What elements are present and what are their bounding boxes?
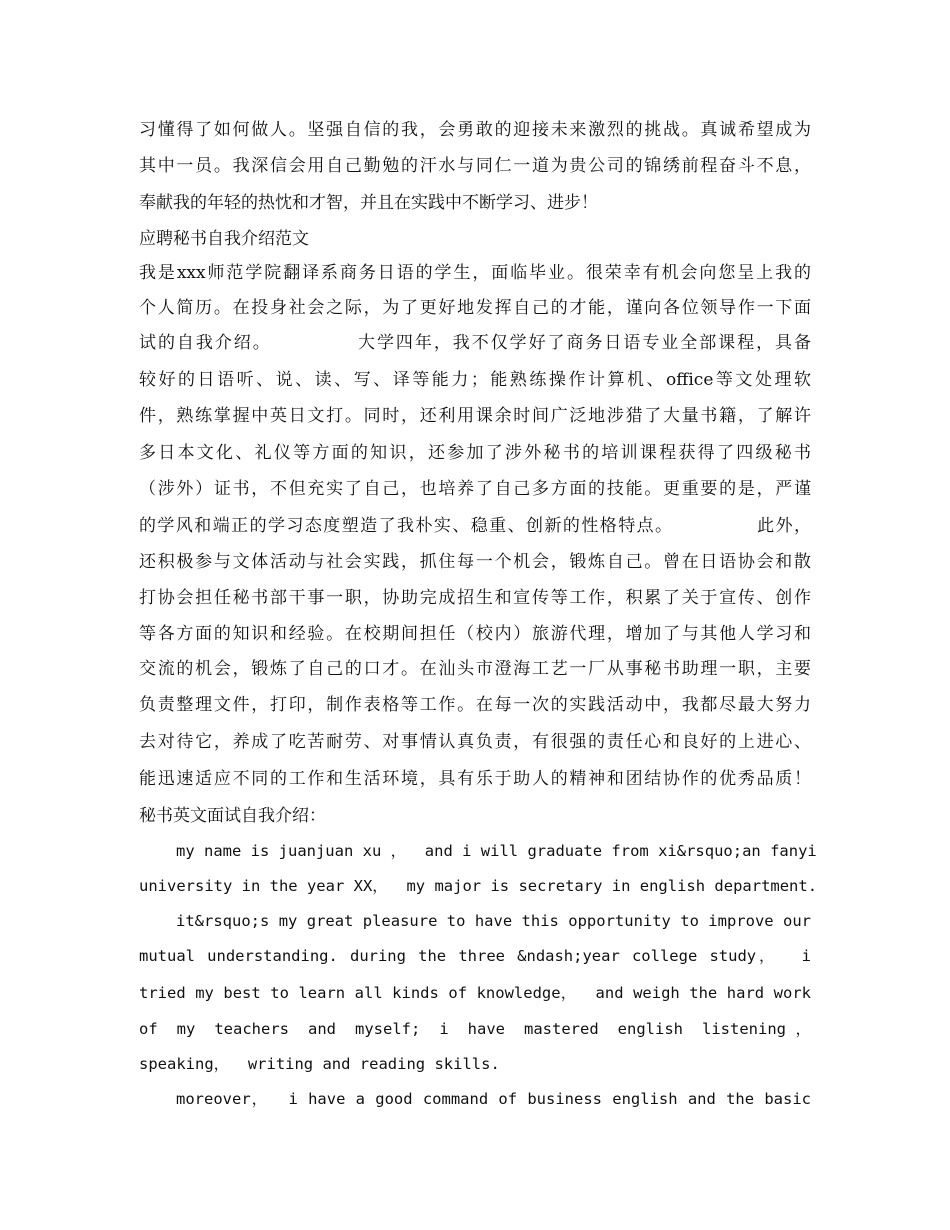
text-line: 较好的日语听、说、读、写、译等能力；能熟练操作计算机、office等文处理软 (139, 370, 811, 390)
text-line: 件，熟练掌握中英日文打。同时，还利用课余时间广泛地涉猎了大量书籍，了解许 (139, 406, 811, 426)
english-text-line: my name is juanjuan xu ， and i will graduate from xi&rsquo;an fanyi (176, 842, 817, 860)
section-heading: 应聘秘书自我介绍范文 (139, 229, 309, 249)
text-line: 等各方面的知识和经验。在校期间担任（校内）旅游代理，增加了与其他人学习和 (139, 624, 811, 644)
section-heading: 秘书英文面试自我介绍： (139, 806, 326, 826)
text-line: 能迅速适应不同的工作和生活环境，具有乐于助人的精神和团结协作的优秀品质！ (139, 769, 811, 789)
english-text-line: it&rsquo;s my great pleasure to have this opportunity to improve our (176, 912, 811, 930)
english-text-line: moreover， i have a good command of business english and the basic (176, 1090, 811, 1108)
text-line: （涉外）证书，不但充实了自己，也培养了自己多方面的技能。更重要的是，严谨 (139, 479, 811, 499)
english-text-line: tried my best to learn all kinds of knowledge， and weigh the hard work (139, 984, 811, 1002)
text-line: 习懂得了如何做人。坚强自信的我，会勇敢的迎接未来激烈的挑战。真诚希望成为 (139, 120, 811, 140)
text-line: 打协会担任秘书部干事一职，协助完成招生和宣传等工作，积累了关于宣传、创作 (139, 588, 811, 608)
text-line: 去对待它，养成了吃苦耐劳、对事情认真负责，有很强的责任心和良好的上进心、 (139, 732, 811, 752)
text-line: 的学风和端正的学习态度塑造了我朴实、稳重、创新的性格特点。 此外， (139, 516, 811, 536)
text-line: 奉献我的年轻的热忱和才智，并且在实践中不断学习、进步！ (139, 193, 598, 213)
english-text-line: mutual understanding. during the three &ndash;year college study， i (139, 947, 811, 965)
text-line: 还积极参与文体活动与社会实践，抓住每一个机会，锻炼自己。曾在日语协会和散 (139, 552, 811, 572)
text-line: 负责整理文件，打印，制作表格等工作。在每一次的实践活动中，我都尽最大努力 (139, 695, 811, 715)
english-text-line: speaking， writing and reading skills. (139, 1055, 500, 1073)
text-line: 试的自我介绍。 大学四年，我不仅学好了商务日语专业全部课程，具备 (139, 333, 811, 353)
text-line: 其中一员。我深信会用自己勤勉的汗水与同仁一道为贵公司的锦绣前程奋斗不息， (139, 156, 811, 176)
text-line: 多日本文化、礼仪等方面的知识，还参加了涉外秘书的培训课程获得了四级秘书 (139, 443, 811, 463)
text-line: 个人简历。在投身社会之际，为了更好地发挥自己的才能，谨向各位领导作一下面 (139, 298, 811, 318)
text-line: 我是xxx师范学院翻译系商务日语的学生，面临毕业。很荣幸有机会向您呈上我的 (139, 263, 811, 283)
english-text-line: university in the year XX， my major is secretary in english department. (139, 877, 818, 895)
english-text-line: of my teachers and myself; i have mastered english listening ， (139, 1020, 811, 1038)
text-line: 交流的机会，锻炼了自己的口才。在汕头市澄海工艺一厂从事秘书助理一职，主要 (139, 659, 811, 679)
